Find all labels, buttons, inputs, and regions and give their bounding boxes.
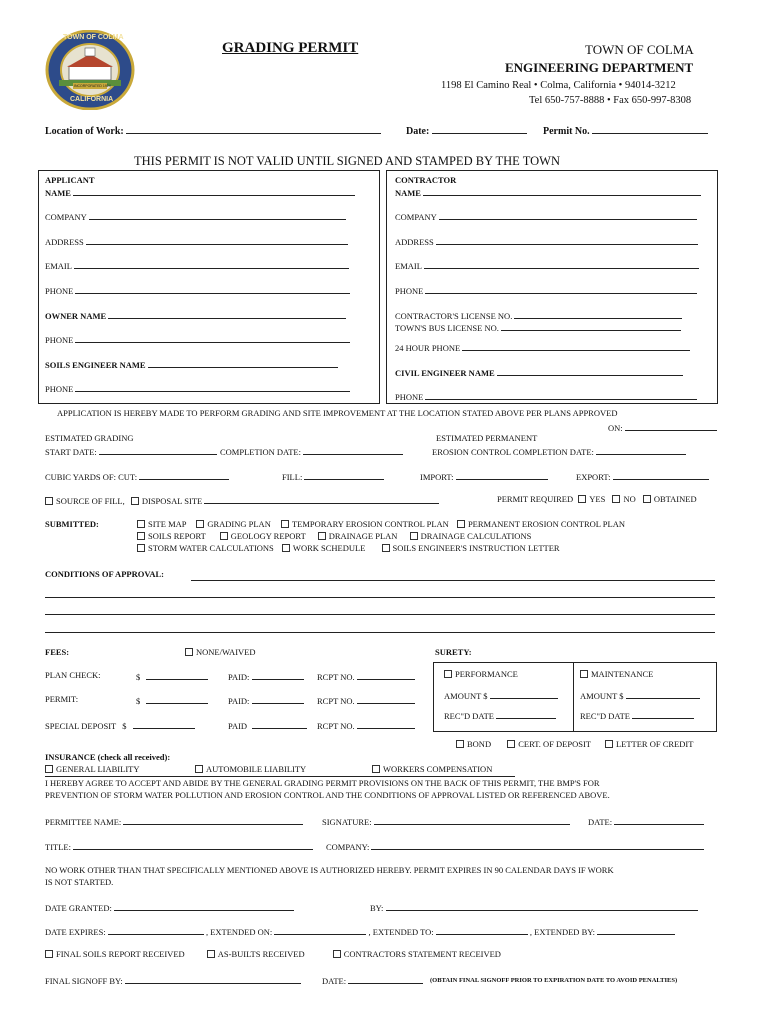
import-row [420, 470, 548, 482]
disposal-site-label: DISPOSAL SITE [141, 496, 203, 506]
expiry-notice-line-2: IS NOT STARTED. [45, 877, 114, 887]
applicant-phone-field[interactable] [75, 284, 350, 294]
conditions-line-1[interactable] [191, 580, 715, 581]
disposal-site-checkbox[interactable] [131, 497, 139, 505]
drainage-plan-checkbox[interactable] [318, 532, 326, 540]
site-map-checkbox[interactable] [137, 520, 145, 528]
approved-on-field[interactable] [625, 421, 717, 431]
storm-water-checkbox[interactable] [137, 544, 145, 552]
erosion-date-field[interactable] [596, 445, 686, 455]
owner-name-field[interactable] [108, 309, 346, 319]
insurance-divider [45, 776, 515, 777]
est-permanent-label-1: ESTIMATED PERMANENT [436, 433, 538, 443]
no-label: NO [623, 494, 636, 504]
fill-label: FILL: [282, 472, 303, 482]
contractor-phone-row [395, 284, 697, 296]
department-address: 1198 El Camino Real • Colma, California • 94014-3212 [441, 80, 676, 91]
drainage-calc-checkbox[interactable] [410, 532, 418, 540]
special-deposit-label: SPECIAL DEPOSIT [45, 721, 117, 731]
location-row [45, 124, 381, 137]
permit-required-label: PERMIT REQUIRED [497, 494, 574, 504]
plan-check-paid-field[interactable] [252, 670, 304, 680]
agreement-line-1: I HEREBY AGREE TO ACCEPT AND ABIDE BY THE GENERAL GRADING PERMIT PROVISIONS ON THE BACK OF THIS PERMIT, THE BMP'S FOR [45, 778, 600, 788]
soils-engineer-row [45, 358, 338, 370]
submitted-row-3 [137, 543, 560, 553]
permittee-label: PERMITTEE NAME: [45, 817, 122, 827]
contractor-email-row [395, 259, 699, 271]
penalty-warning: (OBTAIN FINAL SIGNOFF PRIOR TO EXPIRATION DATE TO AVOID PENALTIES) [430, 977, 678, 984]
seal-ribbon-text: INCORPORATED 1924 [74, 84, 111, 88]
cut-label: CUBIC YARDS OF: CUT: [45, 472, 138, 482]
civil-phone-field[interactable] [425, 390, 697, 400]
storm-water-label: STORM WATER CALCULATIONS [148, 543, 274, 553]
department-phone: Tel 650-757-8888 • Fax 650-997-8308 [529, 95, 692, 106]
final-date-row [322, 974, 423, 986]
workers-comp-label: WORKERS COMPENSATION [383, 764, 493, 774]
permit-fee-label: PERMIT: [45, 694, 79, 704]
location-label: Location of Work: [45, 126, 124, 137]
town-name: TOWN OF COLMA [585, 42, 694, 57]
auto-liability-label: AUTOMOBILE LIABILITY [206, 764, 307, 774]
special-deposit-amount-field[interactable] [133, 719, 195, 729]
none-waived-label: NONE/WAIVED [196, 647, 256, 657]
as-builts-checkbox[interactable] [207, 950, 215, 958]
applicant-name-row [45, 186, 355, 198]
as-builts-label: AS-BUILTS RECEIVED [217, 949, 305, 959]
extended-by-field[interactable] [597, 925, 675, 935]
performance-recd-field[interactable] [496, 709, 556, 719]
seal-top-text: TOWN OF COLMA [63, 34, 124, 41]
plan-check-paid-row [228, 670, 304, 682]
permit-amount-row [136, 694, 208, 706]
soils-phone-field[interactable] [75, 382, 350, 392]
final-date-label: DATE: [322, 976, 347, 986]
date-field[interactable] [432, 124, 527, 134]
applicant-address-field[interactable] [86, 235, 348, 245]
special-deposit-paid-row [228, 719, 307, 731]
contractor-phone-label: PHONE [395, 286, 424, 296]
owner-phone-row [45, 333, 350, 345]
applicant-heading: APPLICANT [45, 175, 95, 185]
export-field[interactable] [613, 470, 709, 480]
contractors-statement-checkbox[interactable] [333, 950, 341, 958]
plan-check-dollar: $ [136, 672, 141, 682]
submitted-row-2 [137, 531, 531, 541]
soils-engineer-label: SOILS ENGINEER NAME [45, 360, 146, 370]
signature-date-label: DATE: [588, 817, 613, 827]
date-granted-label: DATE GRANTED: [45, 903, 112, 913]
permittee-row [45, 815, 303, 827]
received-row [45, 949, 501, 959]
completion-date-field[interactable] [303, 445, 403, 455]
contractor-company-label: COMPANY [395, 212, 437, 222]
contractor-company-field[interactable] [439, 210, 697, 220]
soils-phone-row [45, 382, 350, 394]
contractors-statement-label: CONTRACTORS STATEMENT RECEIVED [343, 949, 501, 959]
signature-date-row [588, 815, 704, 827]
perm-erosion-checkbox[interactable] [457, 520, 465, 528]
date-label: Date: [406, 126, 430, 137]
department-name: ENGINEERING DEPARTMENT [505, 60, 694, 75]
performance-amount-label: AMOUNT $ [444, 691, 488, 701]
extended-to-field[interactable] [436, 925, 528, 935]
maintenance-recd-row [580, 709, 694, 721]
cut-row [45, 470, 229, 482]
contractor-email-label: EMAIL [395, 261, 422, 271]
contractor-name-label: NAME [395, 188, 421, 198]
disposal-site-field[interactable] [204, 494, 439, 504]
extended-on-label: , EXTENDED ON: [205, 927, 273, 937]
title-field[interactable] [73, 840, 313, 850]
performance-recd-label: REC"D DATE [444, 711, 494, 721]
none-waived-checkbox[interactable] [185, 648, 193, 656]
applicant-address-row [45, 235, 348, 247]
source-fill-label: SOURCE OF FILL, [56, 496, 125, 506]
civil-engineer-field[interactable] [497, 366, 683, 376]
applicant-phone-label: PHONE [45, 286, 74, 296]
permit-rcpt-field[interactable] [357, 694, 415, 704]
date-row [406, 124, 527, 137]
bus-license-row [395, 321, 681, 333]
application-statement: APPLICATION IS HEREBY MADE TO PERFORM GRADING AND SITE IMPROVEMENT AT THE LOCATION STATED ABOVE PER PLANS APPROVED [57, 408, 618, 418]
perm-erosion-label: PERMANENT EROSION CONTROL PLAN [467, 519, 625, 529]
date-expires-row [45, 925, 675, 937]
maintenance-amount-field[interactable] [626, 689, 700, 699]
grading-plan-checkbox[interactable] [196, 520, 204, 528]
applicant-email-field[interactable] [74, 259, 349, 269]
location-field[interactable] [126, 124, 381, 134]
applicant-company-label: COMPANY [45, 212, 87, 222]
cut-field[interactable] [139, 470, 229, 480]
drainage-calc-label: DRAINAGE CALCULATIONS [420, 531, 532, 541]
plan-check-amount-field[interactable] [146, 670, 208, 680]
bus-license-field[interactable] [501, 321, 681, 331]
signature-field[interactable] [374, 815, 570, 825]
maintenance-amount-row [580, 689, 700, 701]
applicant-name-label: NAME [45, 188, 71, 198]
contractor-license-field[interactable] [514, 309, 682, 319]
seal-bottom-text: CALIFORNIA [70, 96, 114, 103]
extended-by-label: , EXTENDED BY: [529, 927, 595, 937]
obtained-checkbox[interactable] [643, 495, 651, 503]
no-checkbox[interactable] [612, 495, 620, 503]
start-date-label: START DATE: [45, 447, 97, 457]
civil-engineer-row [395, 366, 683, 378]
import-field[interactable] [456, 470, 548, 480]
permit-paid-label: PAID: [228, 696, 250, 706]
permit-no-field[interactable] [592, 124, 708, 134]
phone24-field[interactable] [462, 341, 690, 351]
form-title: GRADING PERMIT [222, 40, 359, 56]
date-expires-field[interactable] [108, 925, 204, 935]
applicant-email-label: EMAIL [45, 261, 72, 271]
date-expires-label: DATE EXPIRES: [45, 927, 106, 937]
permit-no-label: Permit No. [543, 126, 590, 137]
validity-notice: THIS PERMIT IS NOT VALID UNTIL SIGNED AND STAMPED BY THE TOWN [134, 154, 560, 168]
signature-row [322, 815, 570, 827]
fill-source-row [45, 494, 439, 506]
maintenance-row [580, 669, 653, 679]
soils-letter-checkbox[interactable] [382, 544, 390, 552]
maintenance-amount-label: AMOUNT $ [580, 691, 624, 701]
signature-label: SIGNATURE: [322, 817, 372, 827]
plan-check-label: PLAN CHECK: [45, 670, 101, 680]
contractor-address-label: ADDRESS [395, 237, 434, 247]
contractor-heading: CONTRACTOR [395, 175, 457, 185]
permit-rcpt-label: RCPT NO. [317, 696, 355, 706]
erosion-date-label: EROSION CONTROL COMPLETION DATE: [432, 447, 594, 457]
maintenance-recd-field[interactable] [632, 709, 694, 719]
conditions-label: CONDITIONS OF APPROVAL: [45, 569, 165, 579]
applicant-company-field[interactable] [89, 210, 346, 220]
contractor-license-label: CONTRACTOR'S LICENSE NO. [395, 311, 513, 321]
plan-check-paid-label: PAID: [228, 672, 250, 682]
applicant-name-field[interactable] [73, 186, 355, 196]
applicant-email-row [45, 259, 349, 271]
soils-phone-label: PHONE [45, 384, 74, 394]
special-deposit-paid-field[interactable] [252, 719, 307, 729]
submitted-row-1 [137, 519, 625, 529]
final-soils-checkbox[interactable] [45, 950, 53, 958]
phone24-row [395, 341, 690, 353]
approved-on-row [608, 421, 717, 433]
performance-label: PERFORMANCE [455, 669, 518, 679]
title-row [45, 840, 313, 852]
bond-label: BOND [467, 739, 492, 749]
performance-recd-row [444, 709, 556, 721]
completion-date-row [220, 445, 403, 457]
work-schedule-checkbox[interactable] [282, 544, 290, 552]
owner-phone-label: PHONE [45, 335, 74, 345]
special-deposit-row [45, 719, 195, 731]
contractor-email-field[interactable] [424, 259, 699, 269]
yes-checkbox[interactable] [578, 495, 586, 503]
soils-engineer-field[interactable] [148, 358, 338, 368]
contractor-address-row [395, 235, 698, 247]
final-date-field[interactable] [348, 974, 423, 984]
expiry-notice-line-1: NO WORK OTHER THAN THAT SPECIFICALLY MENTIONED ABOVE IS AUTHORIZED HEREBY. PERMIT EXPIRES IN 90 CALENDAR DAYS IF WORK [45, 865, 614, 875]
applicant-company-row [45, 210, 346, 222]
performance-amount-row [444, 689, 558, 701]
date-granted-field[interactable] [114, 901, 294, 911]
company-row [326, 840, 704, 852]
conditions-line-2[interactable] [45, 597, 715, 598]
granted-by-label: BY: [370, 903, 384, 913]
surety-type-row [456, 739, 693, 749]
extended-on-field[interactable] [274, 925, 366, 935]
plan-check-rcpt-row [317, 670, 415, 682]
civil-engineer-label: CIVIL ENGINEER NAME [395, 368, 495, 378]
maintenance-checkbox[interactable] [580, 670, 588, 678]
insurance-label: INSURANCE (check all received): [45, 752, 171, 762]
final-signoff-row [45, 974, 301, 986]
cert-deposit-checkbox[interactable] [507, 740, 515, 748]
start-date-field[interactable] [99, 445, 217, 455]
permit-rcpt-row [317, 694, 415, 706]
surety-divider [573, 662, 574, 732]
plan-check-rcpt-field[interactable] [357, 670, 415, 680]
applicant-phone-row [45, 284, 350, 296]
none-waived-row [185, 647, 256, 657]
owner-name-label: OWNER NAME [45, 311, 107, 321]
final-soils-label: FINAL SOILS REPORT RECEIVED [56, 949, 185, 959]
general-liability-label: GENERAL LIABILITY [56, 764, 140, 774]
special-deposit-rcpt-label: RCPT NO. [317, 721, 355, 731]
soils-letter-label: SOILS ENGINEER'S INSTRUCTION LETTER [392, 543, 560, 553]
date-granted-row [45, 901, 294, 913]
final-signoff-label: FINAL SIGNOFF BY: [45, 976, 123, 986]
general-liability-checkbox[interactable] [45, 765, 53, 773]
submitted-label: SUBMITTED: [45, 519, 99, 529]
letter-credit-label: LETTER OF CREDIT [615, 739, 694, 749]
bond-checkbox[interactable] [456, 740, 464, 748]
contractor-company-row [395, 210, 697, 222]
grading-plan-label: GRADING PLAN [207, 519, 271, 529]
workers-comp-row [372, 764, 492, 774]
granted-by-row [370, 901, 698, 913]
est-grading-label-1: ESTIMATED GRADING [45, 433, 134, 443]
geology-report-label: GEOLOGY REPORT [230, 531, 306, 541]
permit-paid-row [228, 694, 304, 706]
soils-report-label: SOILS REPORT [148, 531, 206, 541]
start-date-row [45, 445, 217, 457]
export-row [576, 470, 709, 482]
import-label: IMPORT: [420, 472, 454, 482]
cert-deposit-label: CERT. OF DEPOSIT [518, 739, 591, 749]
letter-credit-checkbox[interactable] [605, 740, 613, 748]
temp-erosion-checkbox[interactable] [281, 520, 289, 528]
special-deposit-rcpt-field[interactable] [357, 719, 415, 729]
title-label: TITLE: [45, 842, 71, 852]
surety-label: SURETY: [435, 647, 472, 657]
permit-dollar: $ [136, 696, 141, 706]
owner-phone-field[interactable] [75, 333, 350, 343]
fill-row [282, 470, 384, 482]
completion-date-label: COMPLETION DATE: [220, 447, 301, 457]
maintenance-label: MAINTENANCE [591, 669, 654, 679]
permit-no-row [543, 124, 708, 137]
plan-check-amount-row [136, 670, 208, 682]
contractor-name-row [395, 186, 701, 198]
workers-comp-checkbox[interactable] [372, 765, 380, 773]
special-deposit-dollar: $ [122, 721, 127, 731]
civil-phone-row [395, 390, 697, 402]
conditions-line-3[interactable] [45, 614, 715, 615]
performance-amount-field[interactable] [490, 689, 558, 699]
agreement-line-2: PREVENTION OF STORM WATER POLLUTION AND EROSION CONTROL AND THE CONDITIONS OF APPROVAL LISTED OR REFERENCED ABOVE. [45, 790, 610, 800]
permit-amount-field[interactable] [146, 694, 208, 704]
performance-row [444, 669, 518, 679]
final-signoff-field[interactable] [125, 974, 301, 984]
bus-license-label: TOWN'S BUS LICENSE NO. [395, 323, 499, 333]
erosion-date-row [432, 445, 686, 457]
granted-by-field[interactable] [386, 901, 698, 911]
drainage-plan-label: DRAINAGE PLAN [328, 531, 398, 541]
contractor-address-field[interactable] [436, 235, 698, 245]
permit-required-row [497, 494, 697, 504]
source-fill-checkbox[interactable] [45, 497, 53, 505]
work-schedule-label: WORK SCHEDULE [292, 543, 366, 553]
geology-report-checkbox[interactable] [220, 532, 228, 540]
signature-date-field[interactable] [614, 815, 704, 825]
soils-report-checkbox[interactable] [137, 532, 145, 540]
conditions-line-4[interactable] [45, 632, 715, 633]
site-map-label: SITE MAP [148, 519, 187, 529]
temp-erosion-label: TEMPORARY EROSION CONTROL PLAN [291, 519, 449, 529]
export-label: EXPORT: [576, 472, 611, 482]
auto-liability-row [195, 764, 306, 774]
fees-label: FEES: [45, 647, 70, 657]
obtained-label: OBTAINED [653, 494, 697, 504]
town-seal [45, 30, 135, 110]
permit-paid-field[interactable] [252, 694, 304, 704]
civil-phone-label: PHONE [395, 392, 424, 402]
company-label: COMPANY: [326, 842, 370, 852]
contractor-phone-field[interactable] [425, 284, 697, 294]
owner-name-row [45, 309, 346, 321]
approved-on-label: ON: [608, 423, 623, 433]
contractor-license-row [395, 309, 682, 321]
extended-to-label: , EXTENDED TO: [368, 927, 434, 937]
maintenance-recd-label: REC"D DATE [580, 711, 630, 721]
company-field[interactable] [371, 840, 704, 850]
fill-field[interactable] [304, 470, 384, 480]
auto-liability-checkbox[interactable] [195, 765, 203, 773]
applicant-address-label: ADDRESS [45, 237, 84, 247]
performance-checkbox[interactable] [444, 670, 452, 678]
permittee-field[interactable] [123, 815, 303, 825]
yes-label: YES [589, 494, 606, 504]
general-liability-row [45, 764, 140, 774]
contractor-name-field[interactable] [423, 186, 701, 196]
phone24-label: 24 HOUR PHONE [395, 343, 461, 353]
special-deposit-paid-label: PAID [228, 721, 248, 731]
special-deposit-rcpt-row [317, 719, 415, 731]
plan-check-rcpt-label: RCPT NO. [317, 672, 355, 682]
